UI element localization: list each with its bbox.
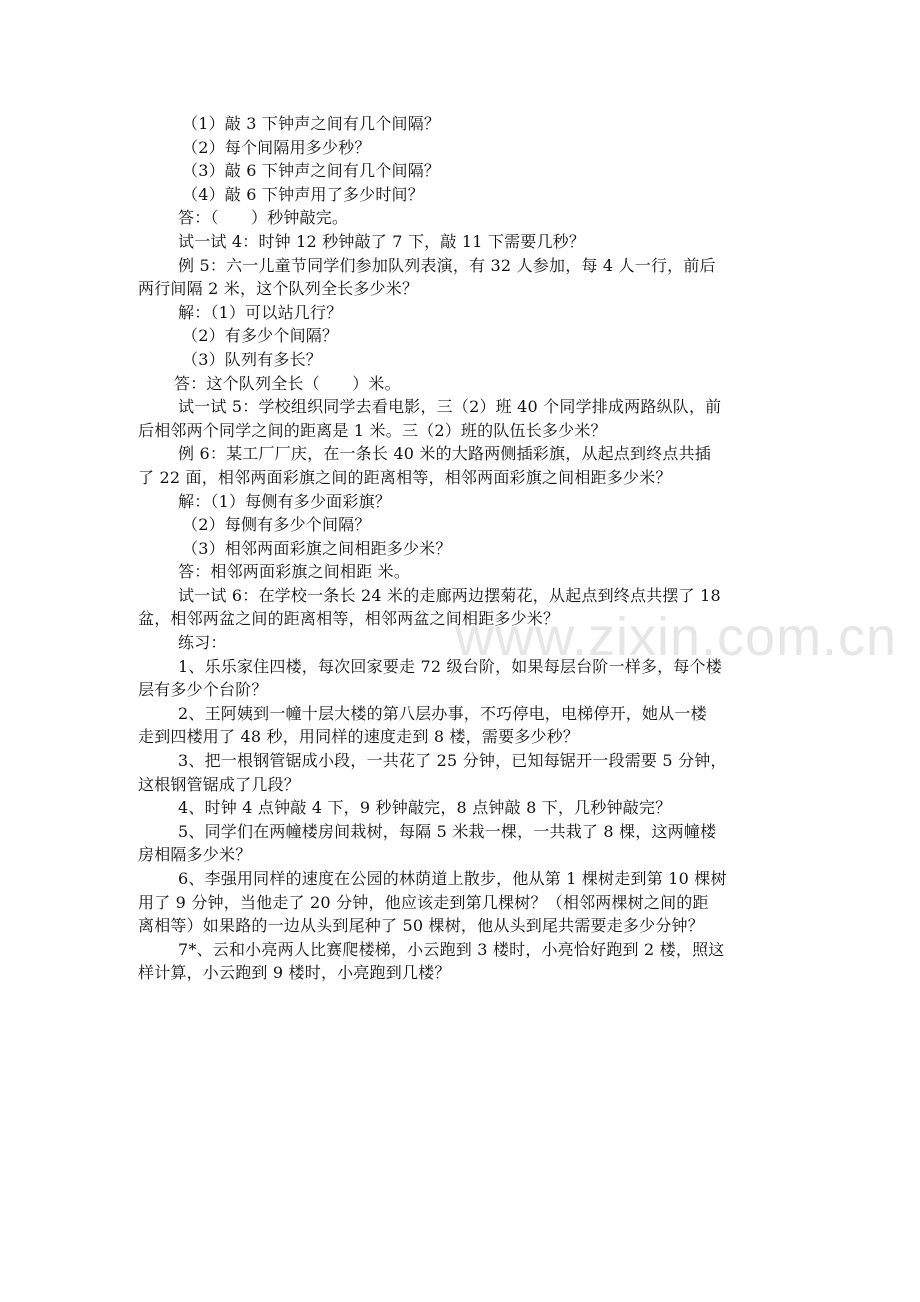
text-line: 离相等）如果路的一边从头到尾种了 50 棵树，他从头到尾共需要走多少分钟？ [138, 916, 704, 936]
text-line: 2、王阿姨到一幢十层大楼的第八层办事，不巧停电，电梯停开，她从一楼 [178, 703, 707, 723]
text-line: 5、同学们在两幢楼房间栽树，每隔 5 米栽一棵，一共栽了 8 棵，这两幢楼 [178, 821, 717, 841]
text-line: 7*、云和小亮两人比赛爬楼梯，小云跑到 3 楼时，小亮恰好跑到 2 楼，照这 [178, 939, 725, 959]
document-body [138, 112, 788, 985]
text-line: （2）每侧有多少个间隔？ [182, 515, 371, 535]
text-line: （4）敲 6 下钟声用了多少时间？ [182, 184, 424, 204]
text-line: 两行间隔 2 米，这个队列全长多少米？ [138, 279, 419, 299]
text-line: （3）相邻两面彩旗之间相距多少米？ [182, 538, 452, 558]
text-line: 盆，相邻两盆之间的距离相等，相邻两盆之间相距多少米？ [138, 609, 560, 629]
text-line: 练习： [178, 633, 227, 653]
text-line: （3）敲 6 下钟声之间有几个间隔？ [182, 161, 441, 181]
text-line: （1）敲 3 下钟声之间有几个间隔？ [182, 114, 441, 133]
text-line: 解：（1）可以站几行？ [178, 302, 343, 322]
text-line: （2）每个间隔用多少秒？ [182, 137, 371, 157]
text-line: 样计算，小云跑到 9 楼时，小亮跑到几楼？ [138, 963, 451, 983]
text-line: （3）队列有多长？ [182, 349, 322, 369]
text-line: 层有多少个台阶？ [138, 680, 268, 700]
text-line: 了 22 面，相邻两面彩旗之间的距离相等，相邻两面彩旗之间相距多少米？ [138, 467, 672, 487]
text-line: （2）有多少个间隔？ [182, 326, 339, 346]
text-line: 后相邻两个同学之间的距离是 1 米。三（2）班的队伍长多少米？ [138, 420, 607, 440]
text-line: 4、时钟 4 点钟敲 4 下，9 秒钟敲完，8 点钟敲 8 下，几秒钟敲完？ [178, 798, 672, 818]
text-line: 3、把一根钢管锯成小段，一共花了 25 分钟，已知每锯开一段需要 5 分钟， [178, 751, 727, 771]
text-line: 1、乐乐家住四楼，每次回家要走 72 级台阶，如果每层台阶一样多，每个楼 [178, 656, 722, 676]
text-line: 6、李强用同样的速度在公园的林荫道上散步，他从第 1 棵树走到第 10 棵树 [178, 869, 727, 888]
text-line: 答：相邻两面彩旗之间相距 米。 [178, 562, 411, 582]
text-line: 试一试 5：学校组织同学去看电影，三（2）班 40 个同学排成两路纵队，前 [178, 397, 722, 417]
text-line: 用了 9 分钟，当他走了 20 分钟，他应该走到第几棵树？（相邻两棵树之间的距 [138, 892, 709, 912]
text-line: 例 6：某工厂厂庆，在一条长 40 米的大路两侧插彩旗，从起点到终点共插 [178, 444, 711, 464]
text-line: 答：（ ）秒钟敲完。 [178, 208, 349, 228]
text-line: 试一试 6：在学校一条长 24 米的走廊两边摆菊花，从起点到终点共摆了 18 [178, 585, 721, 605]
watermark: www.zixin.com.cn [455, 607, 898, 667]
text-line: 例 5：六一儿童节同学们参加队列表演，有 32 人参加，每 4 人一行，前后 [178, 255, 716, 275]
text-line: 解：（1）每侧有多少面彩旗？ [178, 491, 391, 511]
text-line: 这根钢管锯成了几段？ [138, 774, 301, 794]
text-line: 房相隔多少米？ [138, 845, 252, 865]
text-line: 走到四楼用了 48 秒，用同样的速度走到 8 楼，需要多少秒？ [138, 727, 580, 747]
text-line: 答：这个队列全长（ ）米。 [174, 373, 401, 393]
text-line: 试一试 4：时钟 12 秒钟敲了 7 下，敲 11 下需要几秒？ [178, 231, 586, 251]
